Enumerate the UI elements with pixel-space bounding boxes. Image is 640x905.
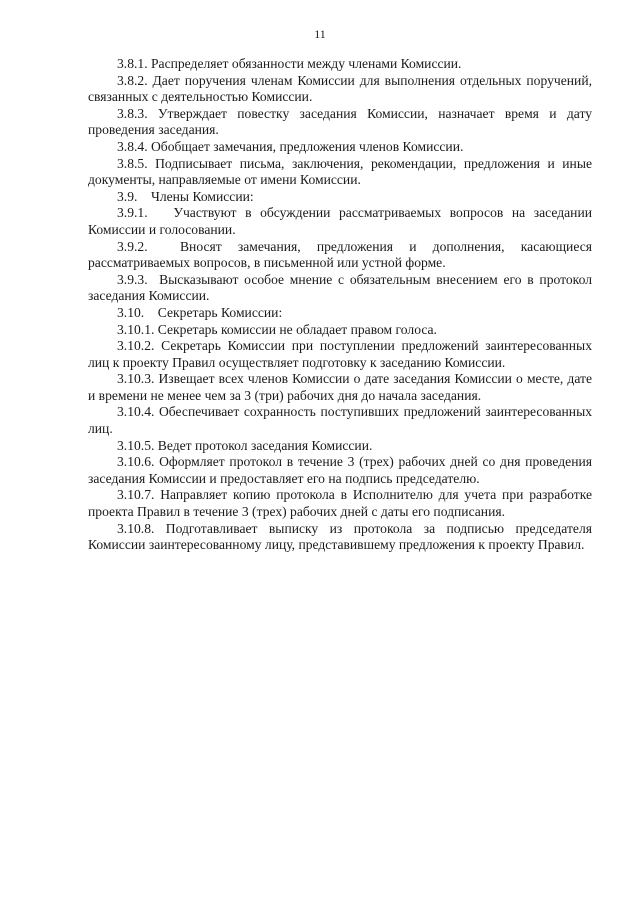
paragraph-3-10-8: 3.10.8. Подготавливает выписку из протокола за подписью председателя Комиссии заинтересованному лицу, представившему предложения к проекту Правил. [88,520,592,553]
paragraph-3-8-2: 3.8.2. Дает поручения членам Комиссии для выполнения отдельных поручений, связанных с деятельностью Комиссии. [88,72,592,105]
paragraph-3-10-3: 3.10.3. Извещает всех членов Комиссии о дате заседания Комиссии о месте, дате и времени не менее чем за 3 (три) рабочих дня до начала заседания. [88,371,592,403]
paragraph-3-10-7: 3.10.7. Направляет копию протокола в Исполнителю для учета при разработке проекта Правил в течение 3 (трех) рабочих дней с даты его подписания. [88,487,592,520]
paragraph-3-9-1: 3.9.1. Участвуют в обсуждении рассматриваемых вопросов на заседании Комиссии и голосовании. [88,205,596,237]
paragraph-3-9-heading: 3.9. Члены Комиссии: [117,188,254,204]
paragraph-3-9-2: 3.9.2. Вносят замечания, предложения и дополнения, касающиеся рассматриваемых вопросов, в письменной или устной форме. [88,238,596,271]
paragraph-3-9-3: 3.9.3. Высказывают особое мнение с обязательным внесением его в протокол заседания Комиссии. [88,271,596,304]
paragraph-3-8-4: 3.8.4. Обобщает замечания, предложения членов Комиссии. [117,138,464,154]
paragraph-3-8-1: 3.8.1. Распределяет обязанности между членами Комиссии. [117,56,462,71]
document-body [88,56,596,554]
page-number: 11 [314,27,326,41]
paragraph-3-10-heading: 3.10. Секретарь Комиссии: [117,304,283,320]
paragraph-3-10-6: 3.10.6. Оформляет протокол в течение 3 (трех) рабочих дней со дня проведения заседания Комиссии и предоставляет его на подпись председателю. [88,454,592,486]
paragraph-3-10-5: 3.10.5. Ведет протокол заседания Комиссии. [117,437,373,453]
paragraph-3-8-5: 3.8.5. Подписывает письма, заключения, рекомендации, предложения и иные документы, направляемые от имени Комиссии. [88,155,592,188]
paragraph-3-10-1: 3.10.1. Секретарь комиссии не обладает правом голоса. [117,321,437,337]
paragraph-3-10-4: 3.10.4. Обеспечивает сохранность поступивших предложений заинтересованных лиц. [88,404,592,437]
paragraph-3-8-3: 3.8.3. Утверждает повестку заседания Комиссии, назначает время и дату проведения заседания. [88,105,592,138]
paragraph-3-10-2: 3.10.2. Секретарь Комиссии при поступлении предложений заинтересованных лиц к проекту Правил осуществляет подготовку к заседанию Комиссии. [88,338,592,370]
